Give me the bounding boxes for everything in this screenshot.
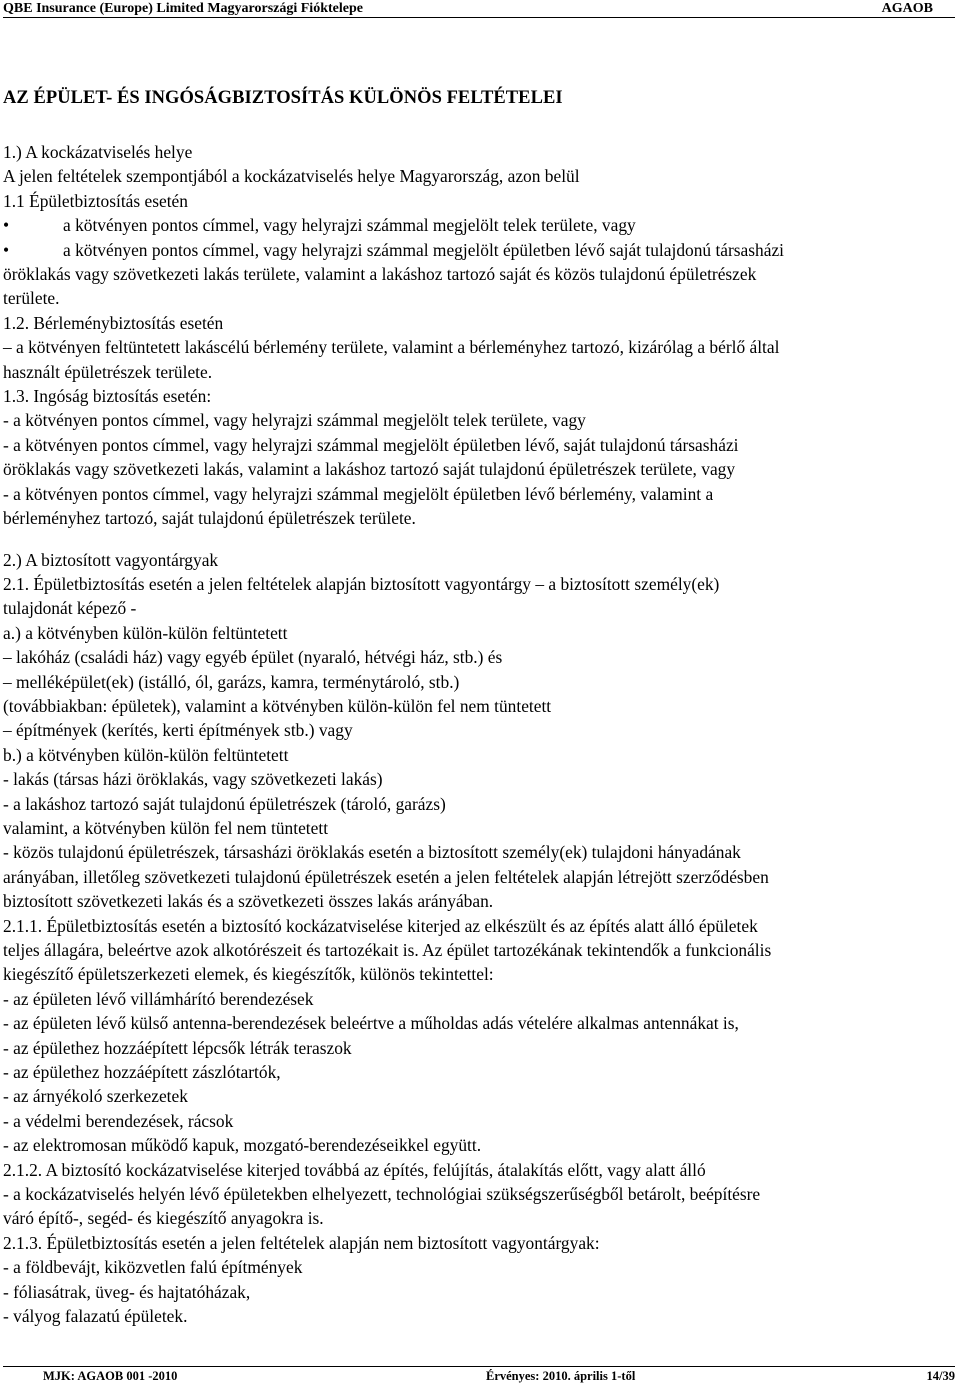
footer-document-code: MJK: AGAOB 001 -2010	[43, 1369, 178, 1383]
paragraph: - a kötvényen pontos címmel, vagy helyrajzi számmal megjelölt épületben lévő, saját tulajdonú társasházi	[3, 434, 739, 455]
list-item: - vályog falazatú épületek.	[3, 1306, 188, 1327]
bullet-text: a kötvényen pontos címmel, vagy helyrajzi számmal megjelölt telek területe, vagy	[63, 215, 636, 236]
subsection-heading: 1.1 Épületbiztosítás esetén	[3, 190, 188, 211]
paragraph: (továbbiakban: épületek), valamint a kötvényben külön-külön fel nem tüntetett	[3, 695, 552, 716]
paragraph: – melléképület(ek) (istálló, ól, garázs, kamra, terménytároló, stb.)	[3, 671, 460, 692]
paragraph: kiegészítő épületszerkezeti elemek, és kiegészítők, különös tekintettel:	[3, 964, 494, 985]
list-item: - a földbevájt, kiközvetlen falú építmények	[3, 1257, 303, 1278]
paragraph: bérleményhez tartozó, saját tulajdonú épületrészek területe.	[3, 508, 416, 529]
header-company: QBE Insurance (Europe) Limited Magyarországi Fióktelepe	[3, 1, 363, 16]
paragraph: öröklakás vagy szövetkezeti lakás területe, valamint a lakáshoz tartozó saját és közös tulajdonú épületrészek	[3, 264, 757, 285]
paragraph: arányában, illetőleg szövetkezeti tulajdonú épületrészek esetén a jelen feltételek alapján létrejött szerződésben	[3, 866, 769, 887]
subsection-heading: 2.1.3. Épületbiztosítás esetén a jelen feltételek alapján nem biztosított vagyontárgyak:	[3, 1232, 600, 1253]
subsection-heading: 2.1.2. A biztosító kockázatviselése kiterjed továbbá az építés, felújítás, átalakítás előtt, vagy alatt álló	[3, 1159, 706, 1180]
document-title: AZ ÉPÜLET- ÉS INGÓSÁGBIZTOSÍTÁS KÜLÖNÖS FELTÉTELEI	[3, 88, 563, 108]
footer-validity: Érvényes: 2010. április 1-től	[486, 1369, 636, 1383]
paragraph: – lakóház (családi ház) vagy egyéb épület (nyaraló, hétvégi ház, stb.) és	[3, 647, 503, 668]
paragraph: öröklakás vagy szövetkezeti lakás, valamint a lakáshoz tartozó saját tulajdonú épületrészek területe, vagy	[3, 459, 736, 480]
subsection-heading: 1.3. Ingóság biztosítás esetén:	[3, 386, 212, 407]
page-header	[3, 0, 955, 18]
list-item: - az épületen lévő külső antenna-berendezések beleértve a műholdas adás vételére alkalmas antennákat is,	[3, 1013, 739, 1034]
paragraph: – a kötvényen feltüntetett lakáscélú bérlemény területe, valamint a bérleményhez tartozó, kizárólag a bérlő által	[3, 337, 780, 358]
list-item: - az épületen lévő villámhárító berendezések	[3, 988, 314, 1009]
paragraph: – építmények (kerítés, kerti építmények stb.) vagy	[3, 720, 353, 741]
list-item: - az elektromosan működő kapuk, mozgató-berendezéseikkel együtt.	[3, 1135, 482, 1156]
page-footer	[3, 1366, 955, 1383]
bullet-marker: •	[3, 239, 10, 260]
footer-page-number: 14/39	[926, 1369, 955, 1383]
list-item: - az árnyékoló szerkezetek	[3, 1086, 188, 1107]
subsection-heading: 2.1.1. Épületbiztosítás esetén a biztosító kockázatviselése kiterjed az elkészült és az építés alatt álló épületek	[3, 915, 758, 936]
paragraph: - a kötvényen pontos címmel, vagy helyrajzi számmal megjelölt telek területe, vagy	[3, 410, 586, 431]
list-item: - az épülethez hozzáépített zászlótartók,	[3, 1062, 281, 1083]
paragraph: - a kockázatviselés helyén lévő épületekben elhelyezett, technológiai szükségszerűségből betárolt, beépítésre	[3, 1184, 761, 1205]
paragraph: biztosított szövetkezeti lakás és a szövetkezeti összes lakás arányában.	[3, 891, 494, 912]
header-code: AGAOB	[881, 1, 933, 16]
bullet-item	[3, 213, 953, 237]
bullet-marker: •	[3, 215, 10, 236]
section-heading: 2.) A biztosított vagyontárgyak	[3, 549, 219, 570]
paragraph: tulajdonát képező -	[3, 598, 137, 619]
subsection-heading: 1.2. Bérleménybiztosítás esetén	[3, 312, 224, 333]
list-item: - az épülethez hozzáépített lépcsők létrák teraszok	[3, 1037, 352, 1058]
list-item: - fóliasátrak, üveg- és hajtatóházak,	[3, 1281, 251, 1302]
paragraph: - lakás (társas házi öröklakás, vagy szövetkezeti lakás)	[3, 769, 383, 790]
paragraph: valamint, a kötvényben külön fel nem tüntetett	[3, 817, 329, 838]
paragraph: - közös tulajdonú épületrészek, társasházi öröklakás esetén a biztosított személy(ek) tulajdoni hányadának	[3, 842, 741, 863]
list-item: - a védelmi berendezések, rácsok	[3, 1110, 234, 1131]
paragraph: váró építő-, segéd- és kiegészítő anyagokra is.	[3, 1208, 324, 1229]
subsection-heading: 2.1. Épületbiztosítás esetén a jelen feltételek alapján biztosított vagyontárgy – a biztosított személy(ek)	[3, 573, 720, 594]
paragraph: teljes állagára, beleértve azok alkotórészeit és tartozékait is. Az épület tartozékának tekintendők a funkcionális	[3, 940, 772, 960]
paragraph: területe.	[3, 288, 60, 309]
paragraph: b.) a kötvényben külön-külön feltüntetett	[3, 744, 289, 765]
paragraph: a.) a kötvényben külön-külön feltüntetett	[3, 622, 288, 643]
document-body	[3, 140, 953, 1329]
bullet-item	[3, 238, 953, 262]
paragraph: használt épületrészek területe.	[3, 361, 213, 382]
section-heading: 1.) A kockázatviselés helye	[3, 142, 193, 162]
paragraph: - a lakáshoz tartozó saját tulajdonú épületrészek (tároló, garázs)	[3, 793, 446, 814]
bullet-text: a kötvényen pontos címmel, vagy helyrajzi számmal megjelölt épületben lévő saját tulajdonú társasházi	[63, 239, 785, 260]
paragraph: A jelen feltételek szempontjából a kockázatviselés helye Magyarország, azon belül	[3, 166, 580, 187]
paragraph: - a kötvényen pontos címmel, vagy helyrajzi számmal megjelölt épületben lévő bérlemény, valamint a	[3, 483, 714, 504]
